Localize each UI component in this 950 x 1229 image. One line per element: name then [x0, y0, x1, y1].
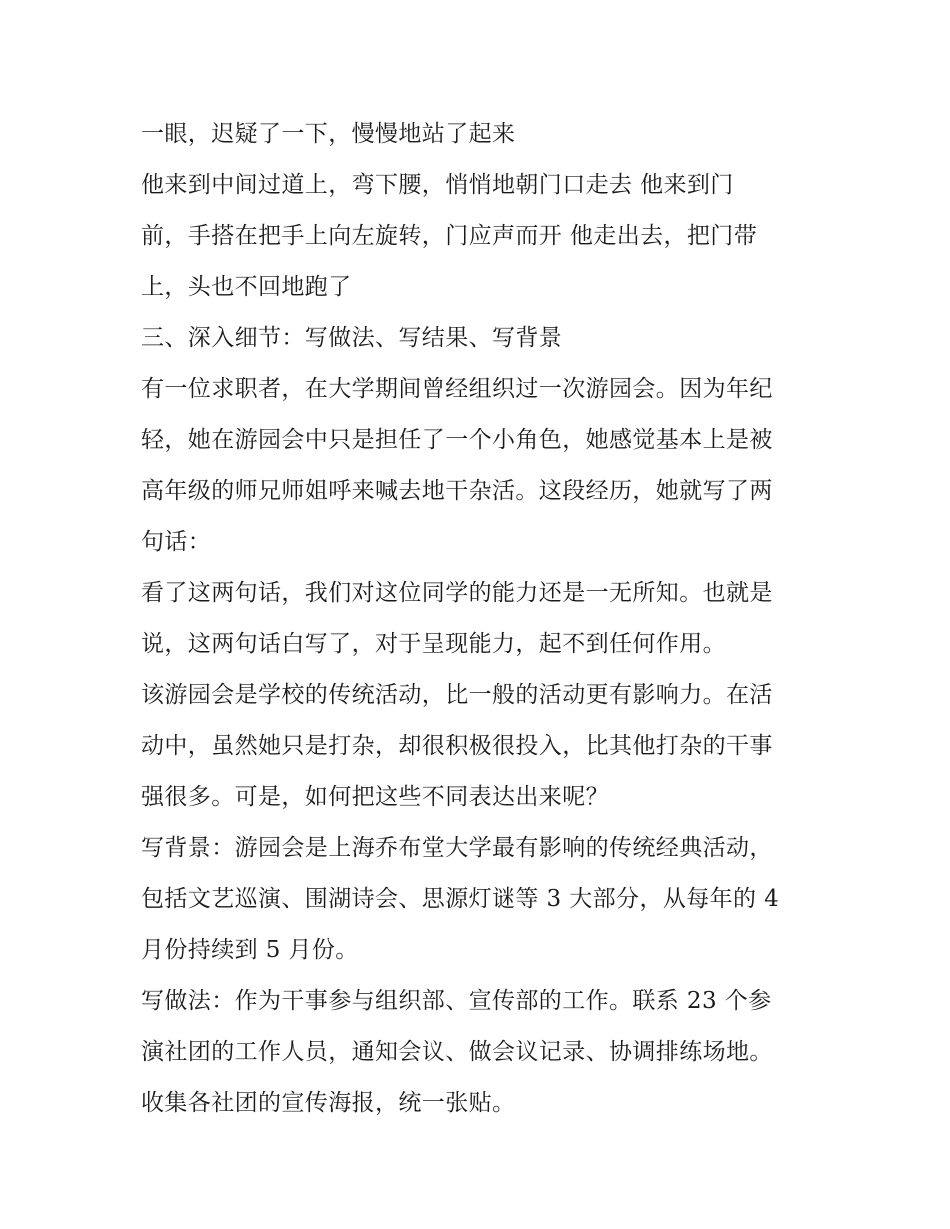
paragraph-background — [141, 823, 821, 976]
paragraph-job-seeker — [141, 364, 821, 568]
paragraph-method — [141, 976, 821, 1129]
text-line: 演社团的工作人员，通知会议、做会议记录、协调排练场地。 — [141, 1039, 773, 1065]
text-line: 一眼，迟疑了一下，慢慢地站了起来 — [141, 121, 516, 147]
text-line: 看了这两句话，我们对这位同学的能力还是一无所知。也就是 — [141, 580, 773, 606]
text-line: 上，头也不回地跑了 — [141, 274, 352, 300]
text-line: 包括文艺巡演、围湖诗会、思源灯谜等 3 大部分，从每年的 4 — [141, 886, 780, 912]
document-body — [141, 109, 821, 1129]
text-line: 高年级的师兄师姐呼来喊去地干杂活。这段经历，她就写了两 — [141, 478, 773, 504]
text-line: 说，这两句话白写了，对于呈现能力，起不到任何作用。 — [141, 631, 726, 657]
text-line: 句话： — [141, 529, 212, 555]
paragraph-analysis — [141, 670, 821, 823]
paragraph-evaluation — [141, 568, 821, 670]
text-line: 前，手搭在把手上向左旋转，门应声而开 他走出去，把门带 — [141, 223, 758, 249]
text-line: 月份持续到 5 月份。 — [141, 937, 359, 963]
text-line: 动中，虽然她只是打杂，却很积极很投入，比其他打杂的干事 — [141, 733, 773, 759]
text-line: 该游园会是学校的传统活动，比一般的活动更有影响力。在活 — [141, 682, 773, 708]
text-line: 写背景：游园会是上海乔布堂大学最有影响的传统经典活动， — [141, 835, 773, 861]
paragraph-exit-scene — [141, 160, 821, 313]
section-heading — [141, 313, 821, 364]
heading-text: 三、深入细节：写做法、写结果、写背景 — [141, 325, 563, 351]
text-line: 写做法：作为干事参与组织部、宣传部的工作。联系 23 个参 — [141, 988, 772, 1014]
text-line: 强很多。可是，如何把这些不同表达出来呢？ — [141, 784, 609, 810]
text-line: 轻，她在游园会中只是担任了一个小角色，她感觉基本上是被 — [141, 427, 773, 453]
text-line: 他来到中间过道上，弯下腰，悄悄地朝门口走去 他来到门 — [141, 172, 734, 198]
text-line: 有一位求职者，在大学期间曾经组织过一次游园会。因为年纪 — [141, 376, 773, 402]
text-line: 收集各社团的宣传海报，统一张贴。 — [141, 1090, 516, 1116]
paragraph-continuation — [141, 109, 821, 160]
